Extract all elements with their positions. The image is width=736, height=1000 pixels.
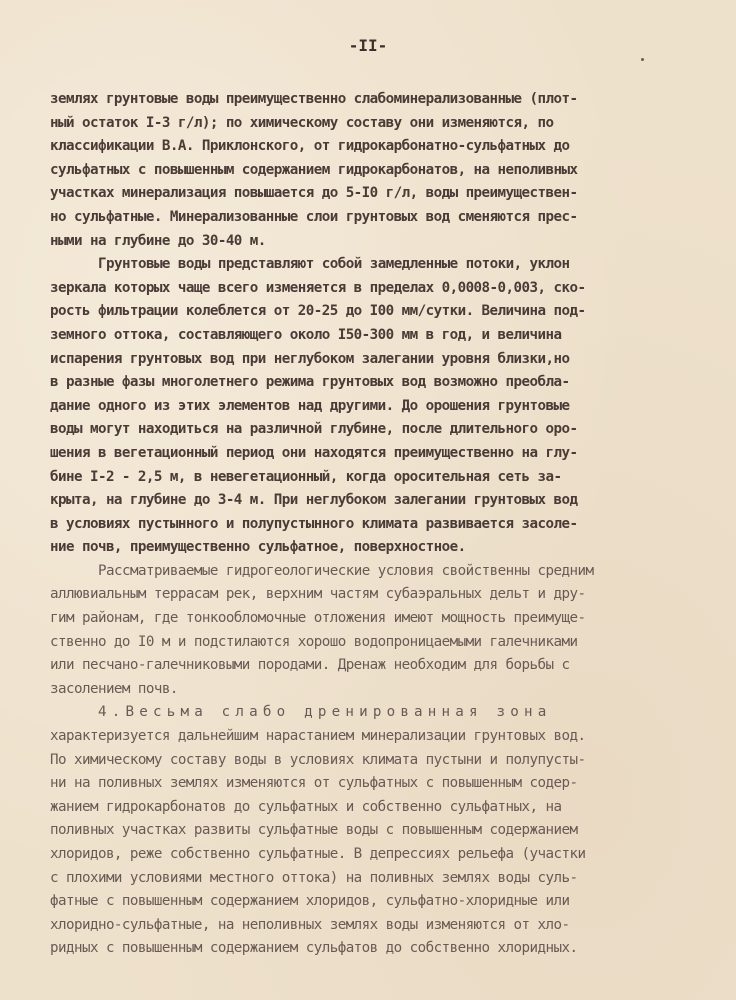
- paper-speck: [641, 58, 644, 61]
- section-heading: 4.Весьма слабо дренированная зона: [98, 704, 552, 721]
- text-line: но сульфатные. Минерализованные слои грунтовых вод сменяются прес-: [50, 208, 578, 225]
- text-line: аллювиальным террасам рек, верхним частям субаэральных дельт и дру-: [50, 586, 586, 603]
- text-line: воды могут находиться на различной глубине, после длительного оро-: [50, 421, 578, 438]
- text-line: шения в вегетационный период они находятся преимущественно на глу-: [50, 444, 578, 461]
- text-line: землях грунтовые воды преимущественно слабоминерализованные (плот-: [50, 91, 578, 107]
- text-line: классификации В.А. Приклонского, от гидрокарбонатно-сульфатных до: [50, 138, 570, 155]
- text-line: хлоридно-сульфатные, на неполивных землях воды изменяются от хло-: [50, 916, 570, 933]
- text-line: ный остаток I-3 г/л); по химическому составу они изменяются, по: [50, 114, 554, 131]
- text-line: засолением почв.: [50, 680, 178, 697]
- text-line: крыта, на глубине до 3-4 м. При неглубоком залегании грунтовых вод: [50, 492, 578, 509]
- text-line: поливных участках развиты сульфатные воды с повышенным содержанием: [50, 822, 578, 839]
- text-line: ридных с повышенным содержанием сульфатов до собственно хлоридных.: [50, 940, 578, 957]
- text-line: дание одного из этих элементов над другими. До орошения грунтовые: [50, 397, 570, 414]
- paragraph-start-line: Грунтовые воды представляют собой замедленные потоки, уклон: [98, 256, 570, 273]
- text-line: бине I-2 - 2,5 м, в невегетационный, когда оросительная сеть за-: [50, 468, 562, 485]
- text-line: ние почв, преимущественно сульфатное, поверхностное.: [50, 539, 466, 556]
- text-line: рость фильтрации колеблется от 20-25 до I00 мм/сутки. Величина под-: [50, 303, 586, 320]
- text-line: гим районам, где тонкообломочные отложения имеют мощность преимуще-: [50, 610, 586, 627]
- text-line: зеркала которых чаще всего изменяется в пределах 0,0008-0,003, ско-: [50, 279, 586, 296]
- text-line: земного оттока, составляющего около I50-300 мм в год, и величина: [50, 326, 562, 343]
- text-line: сульфатных с повышенным содержанием гидрокарбонатов, на неполивных: [50, 161, 578, 178]
- text-line: участках минерализация повышается до 5-I0 г/л, воды преимуществен-: [50, 185, 578, 202]
- text-line: с плохими условиями местного оттока) на поливных землях воды суль-: [50, 869, 578, 886]
- page-number: -II-: [348, 36, 388, 55]
- text-line: испарения грунтовых вод при неглубоком залегании уровня близки,но: [50, 350, 570, 367]
- text-line: ными на глубине до 30-40 м.: [50, 232, 266, 249]
- text-line: По химическому составу воды в условиях климата пустыни и полупусты-: [50, 751, 586, 768]
- document-body: [50, 88, 690, 961]
- text-line: в условиях пустынного и полупустынного климата развивается засоле-: [50, 515, 578, 532]
- text-line: хлоридов, реже собственно сульфатные. В депрессиях рельефа (участки: [50, 846, 586, 862]
- text-line: или песчано-галечниковыми породами. Дренаж необходим для борьбы с: [50, 657, 570, 674]
- text-line: фатные с повышенным содержанием хлоридов, сульфатно-хлоридные или: [50, 893, 570, 910]
- text-line: в разные фазы многолетнего режима грунтовых вод возможно преобла-: [50, 374, 570, 391]
- text-line: ни на поливных землях изменяются от сульфатных с повышенным содер-: [50, 775, 578, 792]
- text-line: характеризуется дальнейшим нарастанием минерализации грунтовых вод.: [50, 728, 586, 745]
- text-line: ственно до I0 м и подстилаются хорошо водопроницаемыми галечниками: [50, 633, 578, 650]
- text-line: жанием гидрокарбонатов до сульфатных и собственно сульфатных, на: [50, 798, 562, 815]
- paragraph-start-line: Рассматриваемые гидрогеологические условия свойственны средним: [98, 562, 594, 579]
